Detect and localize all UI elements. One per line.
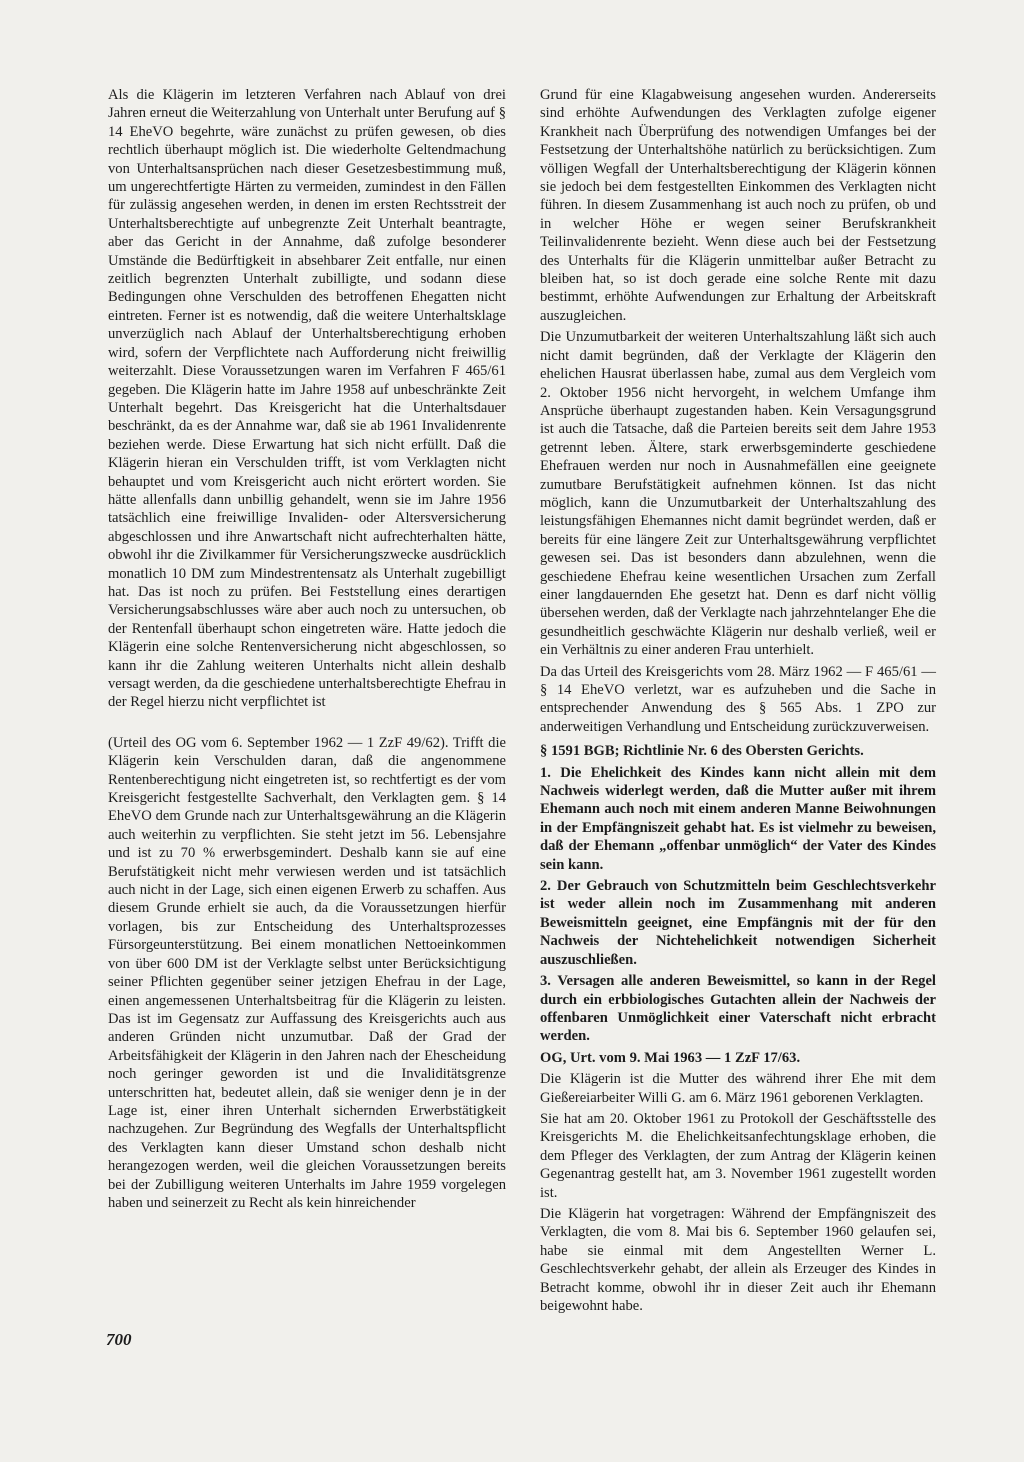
left-paragraph-2: (Urteil des OG vom 6. September 1962 — 1 ZzF 49/62). Trifft die Klägerin kein Verschulden daran, daß die angenommene Rentenberechtigung nicht eingetreten ist, so rechtfertigt es der vom Kreisgericht festgestellte Sachverhalt, den Verklagten gem. § 14 EheVO dem Grunde nach zur Unterhaltsgewährung an die Klägerin auch weiterhin zu verpflichten. Sie steht jetzt im 56. Lebensjahre und ist zu 70 % erwerbsgemindert. Deshalb kann sie auf eine Berufstätigkeit nicht mehr verwiesen werden und ist tatsächlich auch nicht in der Lage, sich einen eigenen Erwerb zu schaffen. Aus diesem Grunde erhielt sie auch, da die Voraussetzungen hierfür vorlagen, bis zur Entscheidung des Unterhaltsprozesses Fürsorgeunterstützung. Bei einem monatlichen Nettoeinkommen von über 600 DM ist der Verklagte selbst unter Berücksichtigung seiner Pflichten gegenüber seiner jetzigen Ehefrau in der Lage, einen angemessenen Unterhaltsbeitrag für die Klägerin zu leisten. Das ist im Gegensatz zur Auffassung des Kreisgerichts auch aus anderen Gründen nicht unzumutbar. Daß der Grad der Arbeitsfähigkeit der Klägerin in den Jahren nach der Ehescheidung noch geringer geworden ist und die Invaliditätsgrenze unterschritten hat, bedeutet allein, daß sie weniger denn je in der Lage ist, einer ihren Unterhalt sichernden Erwerbstätigkeit nachzugehen. Zur Begründung des Wegfalls der Unterhaltspflicht des Verklagten kann dieser Umstand schon deshalb nicht herangezogen werden, weil die gleichen Voraussetzungen bereits bei der Zubilligung weiteren Unterhalts im Jahre 1959 vorgelegen haben und seinerzeit zu Recht als kein hinreichender [108,734,506,1211]
headnote-1: 1. Die Ehelichkeit des Kindes kann nicht allein mit dem Nachweis widerlegt werden, daß die Mutter außer mit ihrem Ehemann auch noch mit einem anderen Manne Beiwohnungen in der Empfängniszeit gehabt hat. Es ist vielmehr zu beweisen, daß der Ehemann „offenbar unmöglich“ der Vater des Kindes sein kann. [540,764,936,873]
right-paragraph-3: Da das Urteil des Kreisgerichts vom 28. März 1962 — F 465/61 — § 14 EheVO verletzt, war es aufzuheben und die Sache in entsprechender Anwendung des § 565 Abs. 1 ZPO zur anderweitigen Verhandlung und Entscheidung zurückzuverweisen. [540,663,936,735]
left-paragraph-1: Als die Klägerin im letzteren Verfahren nach Ablauf von drei Jahren erneut die Weiterzahlung von Unterhalt unter Berufung auf § 14 EheVO begehrte, wäre zunächst zu prüfen gewesen, ob dies rechtlich überhaupt möglich ist. Die wiederholte Geltendmachung von Unterhaltsansprüchen nach dieser Gesetzesbestimmung muß, um ungerechtfertigte Härten zu vermeiden, zumindest in den Fällen für zulässig angesehen werden, in denen im ersten Rechtsstreit der Unterhaltsberechtigte auf unbegrenzte Zeit Unterhalt beantragte, aber das Gericht in der Annahme, daß zufolge besonderer Umstände die Bedürftigkeit in absehbarer Zeit entfalle, nur einen zeitlich begrenzten Unterhalt zubilligte, und sodann diese Bedingungen ohne Verschulden des betroffenen Ehegatten nicht eintreten. Ferner ist es notwendig, daß die weitere Unterhaltsklage unverzüglich nach Ablauf der Unterhaltsberechtigung erhoben wird, sofern der Verpflichtete nach Aufforderung nicht freiwillig weiterzahlt. Diese Voraussetzungen waren im Verfahren F 465/61 gegeben. Die Klägerin hatte im Jahre 1958 auf unbeschränkte Zeit Unterhalt begehrt. Das Kreisgericht hat die Unterhaltsdauer beschränkt, da es der Annahme war, daß sie ab 1961 Invalidenrente beziehen werde. Diese Erwartung hat sich nicht erfüllt. Daß die Klägerin hieran ein Verschulden trifft, ist vom Verklagten nicht behauptet und vom Kreisgericht auch nicht erörtert worden. Sie hätte allenfalls dann unbillig gehandelt, wenn sie im Jahre 1956 tatsächlich eine freiwillige Invaliden- oder Altersversicherung abgeschlossen und ihre Anwartschaft nicht aufrechterhalten hätte, obwohl ihr die Zivilkammer für Versicherungszwecke ausdrücklich monatlich 10 DM zum Mindestrentensatz als Unterhalt zugebilligt hat. Das ist noch zu prüfen. Bei Feststellung eines derartigen Versicherungsabschlusses wäre aber auch noch zu untersuchen, ob der Rentenfall überhaupt schon eingetreten wäre. Hatte jedoch die Klägerin eine solche Rentenversicherung nicht abgeschlossen, so kann ihr die Zahlung weiteren Unterhalts nicht allein deshalb versagt werden, da die geschiedene unterhaltsberechtigte Ehefrau in der Regel hierzu nicht verpflichtet ist [108,87,506,711]
headnote-2: 2. Der Gebrauch von Schutzmitteln beim Geschlechtsverkehr ist weder allein noch im Zusammenhang mit anderen Beweismitteln geeignet, eine Empfängnis mit der für den Nachweis der Nichtehelichkeit notwendigen Sicherheit auszuschließen. [540,878,936,968]
right-paragraph-2: Die Unzumutbarkeit der weiteren Unterhaltszahlung läßt sich auch nicht damit begründen, daß der Verklagte der Klägerin den ehelichen Hausrat überlassen habe, zumal aus dem Vergleich vom 2. Oktober 1956 nicht hervorgeht, in welchem Umfange ihm Ansprüche überhaupt zugestanden haben. Kein Versagungsgrund ist auch die Tatsache, daß die Parteien bereits seit dem Jahre 1953 getrennt leben. Ältere, stark erwerbsgeminderte geschiedene Ehefrauen werden nur noch in Ausnahmefällen eine geeignete zumutbare Berufstätigkeit aufnehmen können. Ist das nicht möglich, kann die Unzumutbarkeit der Unterhaltszahlung des leistungsfähigen Ehemannes nicht damit begründet werden, daß er bereits für eine längere Zeit zur Unterhaltsgewährung verpflichtet gewesen sei. Das ist besonders dann abzulehnen, wenn die geschiedene Ehefrau keine wesentlichen Ursachen zum Zerfall einer langdauernden Ehe gesetzt hat. Denn es darf nicht völlig übersehen werden, daß der Verklagte nach jahrzehntelanger Ehe die gesundheitlich geschwächte Klägerin nur deshalb verließ, weil er ein Verhältnis zu einer anderen Frau unterhielt. [540,329,936,659]
right-paragraph-5: Sie hat am 20. Oktober 1961 zu Protokoll der Geschäftsstelle des Kreisgerichts M. die Ehelichkeitsanfechtungsklage erhoben, die dem Pfleger des Verklagten, der zum Antrag der Klägerin keinen Gegenantrag gestellt hat, am 3. November 1961 zugestellt worden ist. [540,1110,936,1201]
section-heading: § 1591 BGB; Richtlinie Nr. 6 des Obersten Gerichts. [540,743,864,760]
right-column [540,86,936,1315]
left-column [108,86,506,1212]
right-paragraph-1: Grund für eine Klagabweisung angesehen wurden. Andererseits sind erhöhte Aufwendungen des Verklagten zufolge eigener Krankheit nach Überprüfung des notwendigen Umfanges bei der Festsetzung der Unterhaltshöhe natürlich zu berücksichtigen. Zum völligen Wegfall der Unterhaltsberechtigung der Klägerin können sie jedoch bei dem festgestellten Einkommen des Verklagten nicht führen. In diesem Zusammenhang ist auch noch zu prüfen, ob und in welcher Höhe er wegen seiner Berufskrankheit Teilinvalidenrente bezieht. Wenn diese auch bei der Festsetzung des Unterhalts für die Klägerin unmittelbar außer Betracht zu bleiben hat, so ist doch gerade eine solche Rente mit dazu bestimmt, erhöhte Aufwendungen zur Erhaltung der Arbeitskraft auszugleichen. [540,87,936,324]
page-number: 700 [106,1330,132,1349]
court-reference: OG, Urt. vom 9. Mai 1963 — 1 ZzF 17/63. [540,1049,801,1066]
headnote-3: 3. Versagen alle anderen Beweismittel, so kann in der Regel durch ein erbbiologisches Gutachten allein der Nachweis der offenbaren Unmöglichkeit einer Vaterschaft nicht erbracht werden. [540,973,936,1045]
right-paragraph-6: Die Klägerin hat vorgetragen: Während der Empfängniszeit des Verklagten, die vom 8. Mai bis 6. September 1960 gelaufen sei, habe sie einmal mit dem Angestellten Werner L. Geschlechtsverkehr gehabt, der allein als Erzeuger des Kindes in Betracht komme, obwohl ihr in dieser Zeit auch ihr Ehemann beigewohnt habe. [540,1205,936,1314]
right-paragraph-4: Die Klägerin ist die Mutter des während ihrer Ehe mit dem Gießereiarbeiter Willi G. am 6. März 1961 geborenen Verklagten. [540,1071,936,1106]
